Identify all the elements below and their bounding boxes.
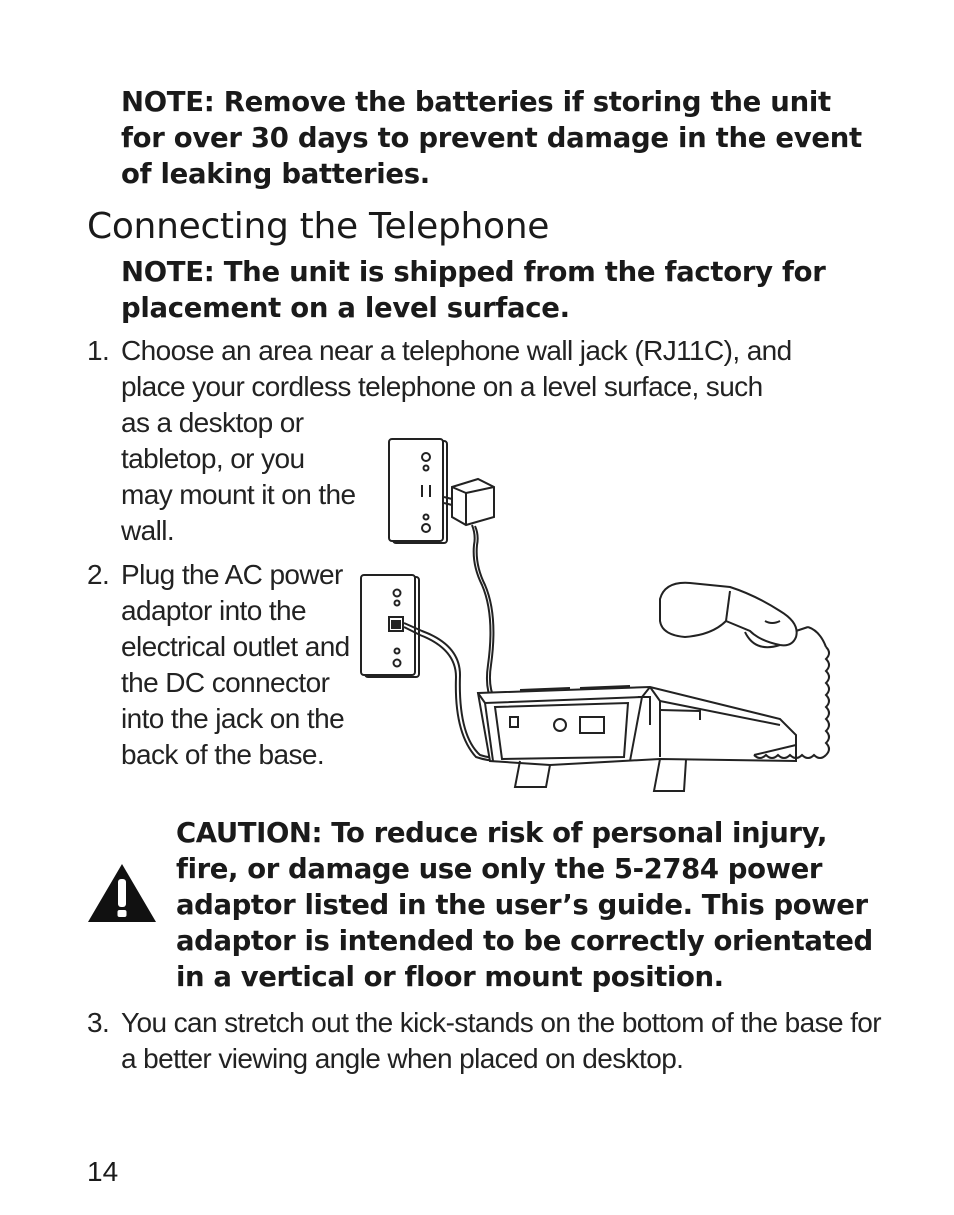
page-number: 14 [87,1156,119,1187]
caution-warning-text: CAUTION: To reduce risk of personal injury, fire, or damage use only the 5-2784 power adaptor listed in the user’s guide. This power adaptor is intended to be correctly orientated in a vertical or floor mount position. [176,817,873,993]
level-surface-note: NOTE: The unit is shipped from the factory for placement on a level surface. [121,256,826,324]
step-3-number: 3. [87,1007,110,1038]
step-2-text: Plug the AC power adaptor into the electrical outlet and the DC connector into the jack on the back of the base. [121,559,350,770]
step-3-text: You can stretch out the kick-stands on the bottom of the base for a better viewing angle when placed on desktop. [121,1007,881,1074]
step-1-text: Choose an area near a telephone wall jack (RJ11C), and place your cordless telephone on a level surface, such [121,335,792,402]
warning-triangle-icon [86,862,158,924]
section-heading: Connecting the Telephone [87,206,550,247]
storage-note: NOTE: Remove the batteries if storing the unit for over 30 days to prevent damage in the event of leaking batteries. [121,86,862,190]
step-2-number: 2. [87,559,110,590]
step-1-number: 1. [87,335,110,366]
telephone-connection-illustration [360,435,880,815]
step-1-text-continued: as a desktop or tabletop, or you may mount it on the wall. [121,407,356,546]
